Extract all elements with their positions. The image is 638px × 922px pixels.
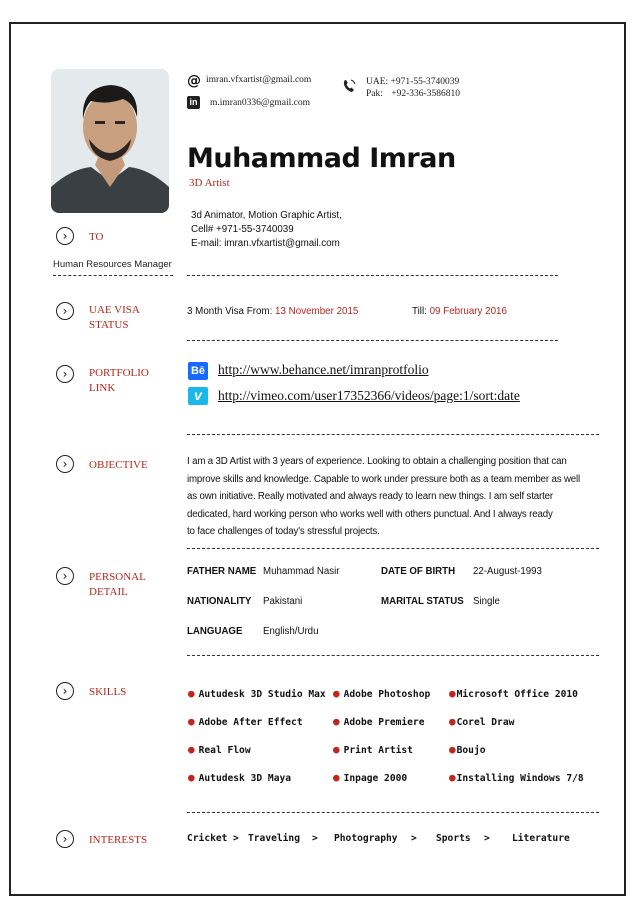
candidate-name: Muhammad Imran	[187, 143, 456, 174]
skill-item: ● Adobe Photoshop	[333, 687, 431, 700]
objective-line: dedicated, hard working person who works well with others punctual. And I always ready	[187, 508, 553, 520]
visa-till-label: Till:	[412, 306, 427, 317]
phone-block	[366, 76, 460, 100]
objective-label: OBJECTIVE	[89, 459, 148, 471]
email-line: E-mail: imran.vfxartist@gmail.com	[191, 238, 340, 249]
marital-value: Single	[473, 596, 500, 607]
objective-line: improve skills and knowledge. Capable to work under pressure both as a team member as well	[187, 473, 581, 485]
phone-uae-label: UAE:	[366, 77, 389, 87]
language-value: English/Urdu	[263, 626, 319, 637]
interest-item: Photography	[334, 833, 398, 844]
behance-link[interactable]: http://www.behance.net/imranprotfolio	[218, 362, 429, 377]
visa-label: UAE VISA STATUS	[89, 304, 140, 331]
marital-label: MARITAL STATUS	[381, 596, 464, 607]
linkedin-icon: in	[187, 96, 200, 109]
to-label: TO	[89, 231, 104, 243]
vimeo-link[interactable]: http://vimeo.com/user17352366/videos/page:1/sort:date	[218, 388, 520, 403]
divider	[187, 340, 558, 341]
bullet-icon: ●	[188, 743, 195, 756]
dob-value: 22-August-1993	[473, 566, 542, 577]
cell-line: Cell# +971-55-3740039	[191, 224, 294, 235]
visa-prefix: 3 Month Visa From:	[187, 306, 273, 317]
skill-item: ● Autudesk 3D Maya	[188, 771, 292, 784]
portfolio-label: PORTFOLIO LINK	[89, 367, 149, 394]
interest-separator: >	[484, 833, 490, 844]
skill-item: ●Installing Windows 7/8	[449, 771, 584, 784]
interest-item: Cricket	[187, 833, 228, 844]
header-summary	[191, 209, 342, 251]
visa-line	[187, 306, 358, 317]
interest-separator: >	[312, 833, 318, 844]
dob-label: DATE OF BIRTH	[381, 566, 456, 577]
bullet-icon: ●	[449, 715, 456, 728]
phone-pak-label: Pak:	[366, 89, 383, 99]
email-primary[interactable]: imran.vfxartist@gmail.com	[206, 75, 312, 85]
profile-photo	[51, 69, 169, 213]
chevron-right-icon: ›	[56, 302, 74, 320]
chevron-right-icon: ›	[56, 682, 74, 700]
visa-till-line	[412, 306, 507, 317]
father-name-value: Muhammad Nasir	[263, 566, 340, 577]
bullet-icon: ●	[449, 743, 456, 756]
skill-item: ●Boujo	[449, 743, 486, 756]
bullet-icon: ●	[333, 715, 340, 728]
job-title: 3D Artist	[189, 177, 230, 189]
bullet-icon: ●	[449, 771, 456, 784]
roles-line: 3d Animator, Motion Graphic Artist,	[191, 210, 342, 221]
chevron-right-icon: ›	[56, 365, 74, 383]
interests-label: INTERESTS	[89, 834, 148, 846]
divider	[187, 812, 599, 813]
chevron-right-icon: ›	[56, 830, 74, 848]
bullet-icon: ●	[333, 687, 340, 700]
divider	[53, 275, 173, 276]
language-label: LANGUAGE	[187, 626, 243, 637]
skill-item: ● Inpage 2000	[333, 771, 408, 784]
interest-item: Literature	[512, 833, 570, 844]
at-icon: @	[187, 73, 201, 89]
vimeo-icon: v	[188, 387, 208, 405]
objective-line: I am a 3D Artist with 3 years of experience. Looking to obtain a challenging position that can	[187, 456, 567, 467]
phone-icon	[343, 79, 356, 93]
visa-from: 13 November 2015	[275, 306, 359, 317]
skill-item: ● Autudesk 3D Studio Max	[188, 687, 326, 700]
bullet-icon: ●	[188, 771, 195, 784]
chevron-right-icon: ›	[56, 567, 74, 585]
bullet-icon: ●	[449, 687, 456, 700]
email-secondary[interactable]: m.imran0336@gmail.com	[210, 98, 311, 108]
father-name-label: FATHER NAME	[187, 566, 257, 577]
phone-pak[interactable]: +92-336-3586810	[391, 89, 460, 99]
phone-uae[interactable]: +971-55-3740039	[390, 77, 460, 87]
divider	[187, 655, 599, 656]
skill-item: ● Adobe After Effect	[188, 715, 303, 728]
objective-line: as own initiative. Really motivated and always ready to learn new things. I am self starter	[187, 491, 553, 503]
recipient: Human Resources Manager	[53, 259, 172, 270]
skill-item: ●Microsoft Office 2010	[449, 687, 578, 700]
bullet-icon: ●	[188, 687, 195, 700]
chevron-right-icon: ›	[56, 227, 74, 245]
divider	[187, 275, 558, 276]
behance-icon: Bē	[188, 362, 208, 380]
skill-item: ● Real Flow	[188, 743, 251, 756]
objective-line: to face challenges of today's stressful projects.	[187, 526, 380, 538]
divider	[187, 548, 599, 549]
bullet-icon: ●	[333, 771, 340, 784]
objective-text	[187, 453, 599, 541]
visa-till: 09 February 2016	[429, 306, 507, 317]
interest-item: Traveling	[248, 833, 300, 844]
skills-label: SKILLS	[89, 686, 127, 698]
bullet-icon: ●	[188, 715, 195, 728]
divider	[187, 434, 599, 435]
skill-item: ●Corel Draw	[449, 715, 515, 728]
interest-separator: >	[411, 833, 417, 844]
skill-item: ● Adobe Premiere	[333, 715, 425, 728]
chevron-right-icon: ›	[56, 455, 74, 473]
bullet-icon: ●	[333, 743, 340, 756]
nationality-value: Pakistani	[263, 596, 303, 607]
nationality-label: NATIONALITY	[187, 596, 252, 607]
skill-item: ● Print Artist	[333, 743, 413, 756]
interest-separator: >	[233, 833, 239, 844]
interest-item: Sports	[436, 833, 471, 844]
personal-label: PERSONAL DETAIL	[89, 571, 146, 598]
